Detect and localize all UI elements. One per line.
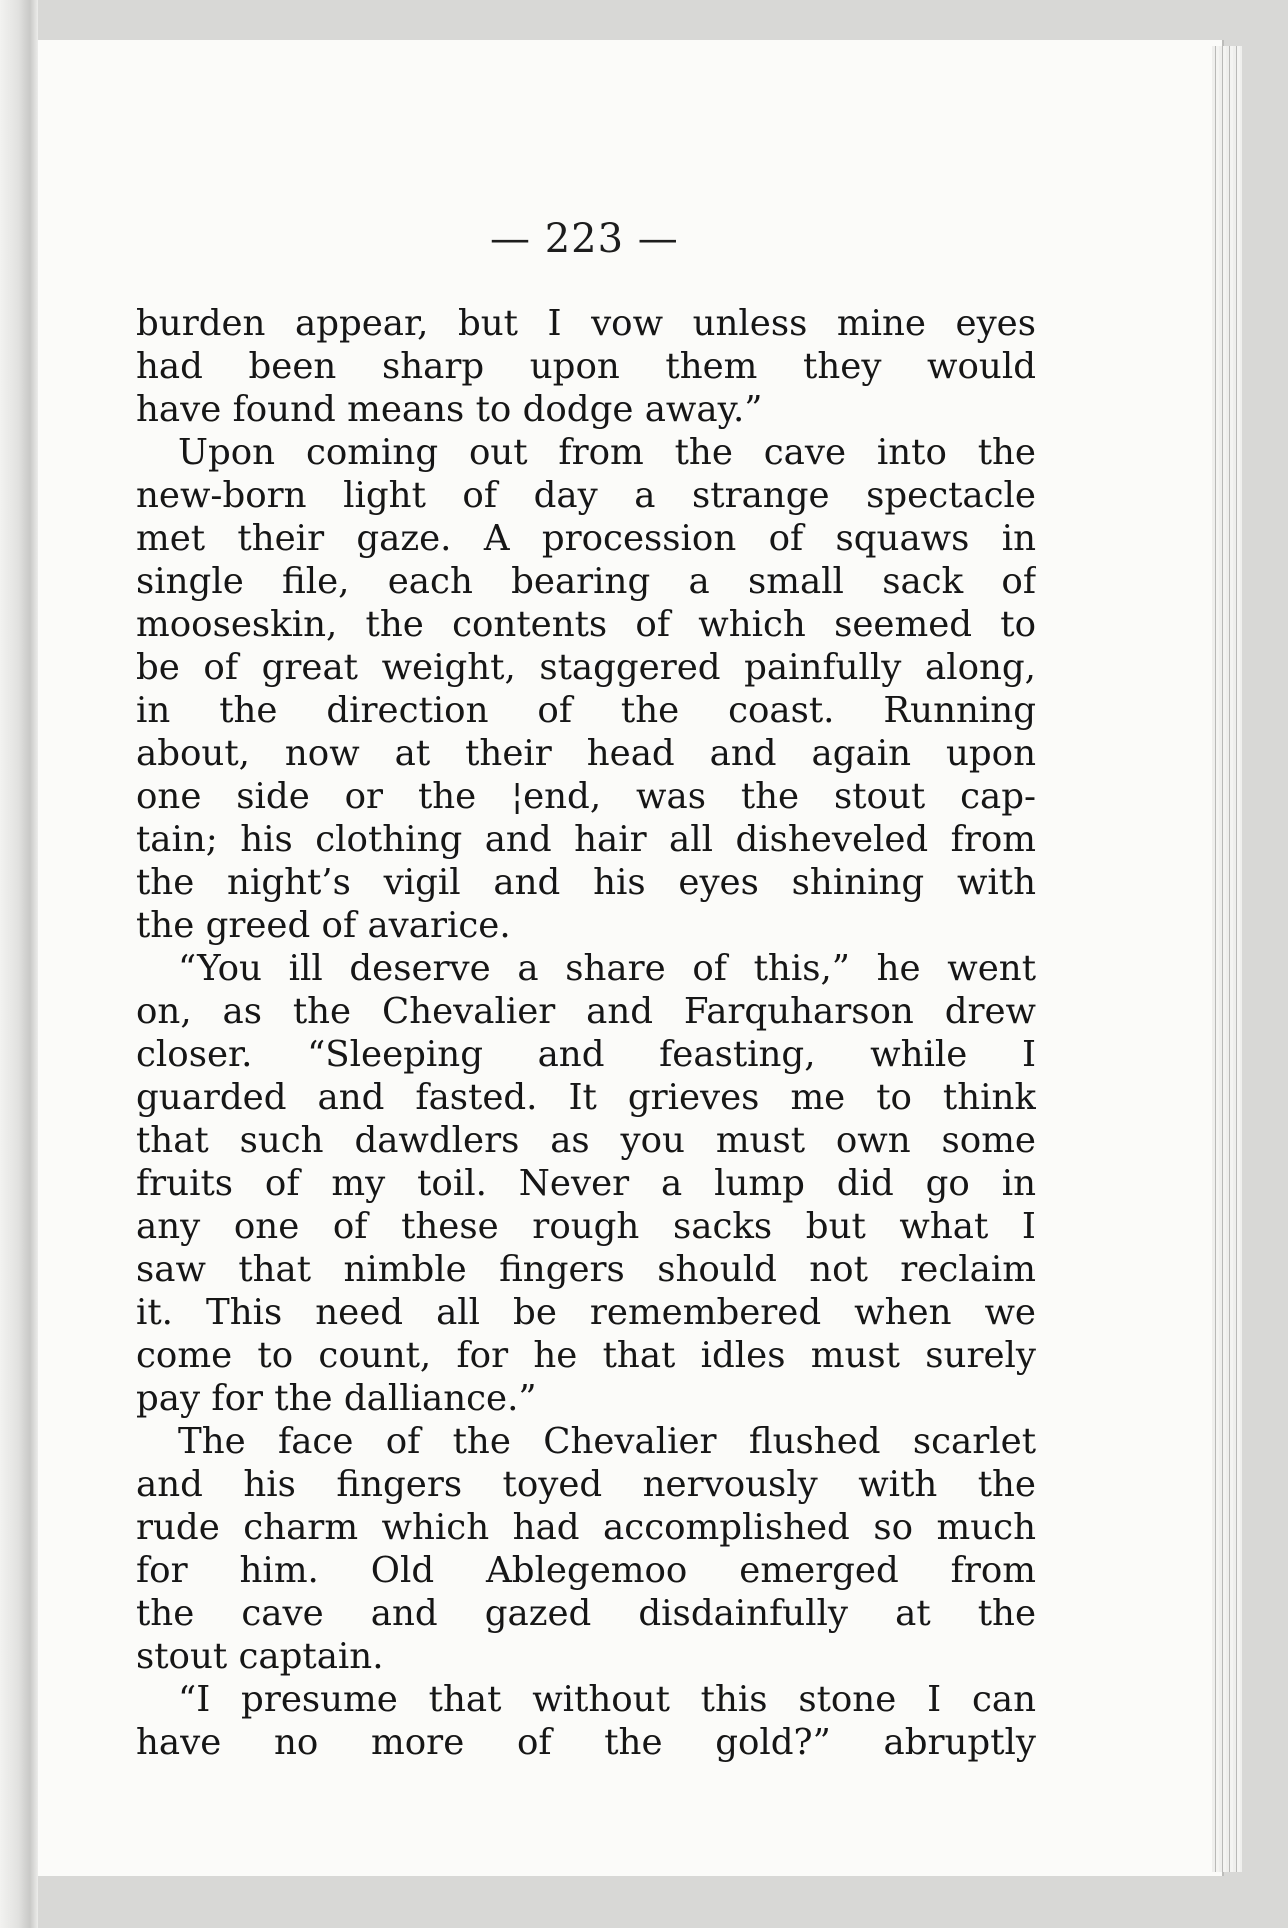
text-line: any one of these rough sacks but what I [136,1206,1036,1247]
text-line: have found means to dodge away.” [136,389,763,430]
text-line: stout captain. [136,1636,384,1677]
text-line: about, now at their head and again upon [136,733,1036,774]
text-line: fruits of my toil. Never a lump did go in [136,1163,1036,1204]
page-number: — 223 — [490,216,679,262]
text-line: Upon coming out from the cave into the [178,432,1036,473]
text-line: and his fingers toyed nervously with the [136,1464,1036,1505]
text-line: The face of the Chevalier flushed scarlet [178,1421,1036,1462]
text-line: have no more of the gold?” abruptly [136,1722,1036,1763]
text-line: single file, each bearing a small sack of [136,561,1036,602]
book-page [38,40,1224,1876]
text-line: new-born light of day a strange spectacle [136,475,1036,516]
text-line: tain; his clothing and hair all disheveled from [136,819,1036,860]
text-line: for him. Old Ablegemoo emerged from [136,1550,1036,1591]
text-line: come to count, for he that idles must surely [136,1335,1036,1376]
text-line: closer. “Sleeping and feasting, while I [136,1034,1036,1075]
text-line: “You ill deserve a share of this,” he went [178,948,1036,989]
page-stack-edge [1212,46,1242,1872]
text-line: on, as the Chevalier and Farquharson drew [136,991,1036,1032]
text-line: pay for the dalliance.” [136,1378,537,1419]
text-line: in the direction of the coast. Running [136,690,1036,731]
text-line: had been sharp upon them they would [136,346,1036,387]
text-line: it. This need all be remembered when we [136,1292,1036,1333]
text-line: mooseskin, the contents of which seemed to [136,604,1036,645]
text-line: burden appear, but I vow unless mine eyes [136,303,1036,344]
text-line: that such dawdlers as you must own some [136,1120,1036,1161]
text-line: the cave and gazed disdainfully at the [136,1593,1036,1634]
body-text [136,302,1036,1764]
scan-left-margin [0,0,38,1928]
text-line: the night’s vigil and his eyes shining with [136,862,1036,903]
text-line: guarded and fasted. It grieves me to think [136,1077,1036,1118]
text-line: rude charm which had accomplished so much [136,1507,1036,1548]
text-line: “I presume that without this stone I can [178,1679,1036,1720]
text-line: the greed of avarice. [136,905,511,946]
text-line: saw that nimble fingers should not reclaim [136,1249,1036,1290]
text-line: one side or the ¦end, was the stout cap- [136,776,1036,817]
text-line: met their gaze. A procession of squaws in [136,518,1036,559]
text-line: be of great weight, staggered painfully along, [136,647,1036,688]
